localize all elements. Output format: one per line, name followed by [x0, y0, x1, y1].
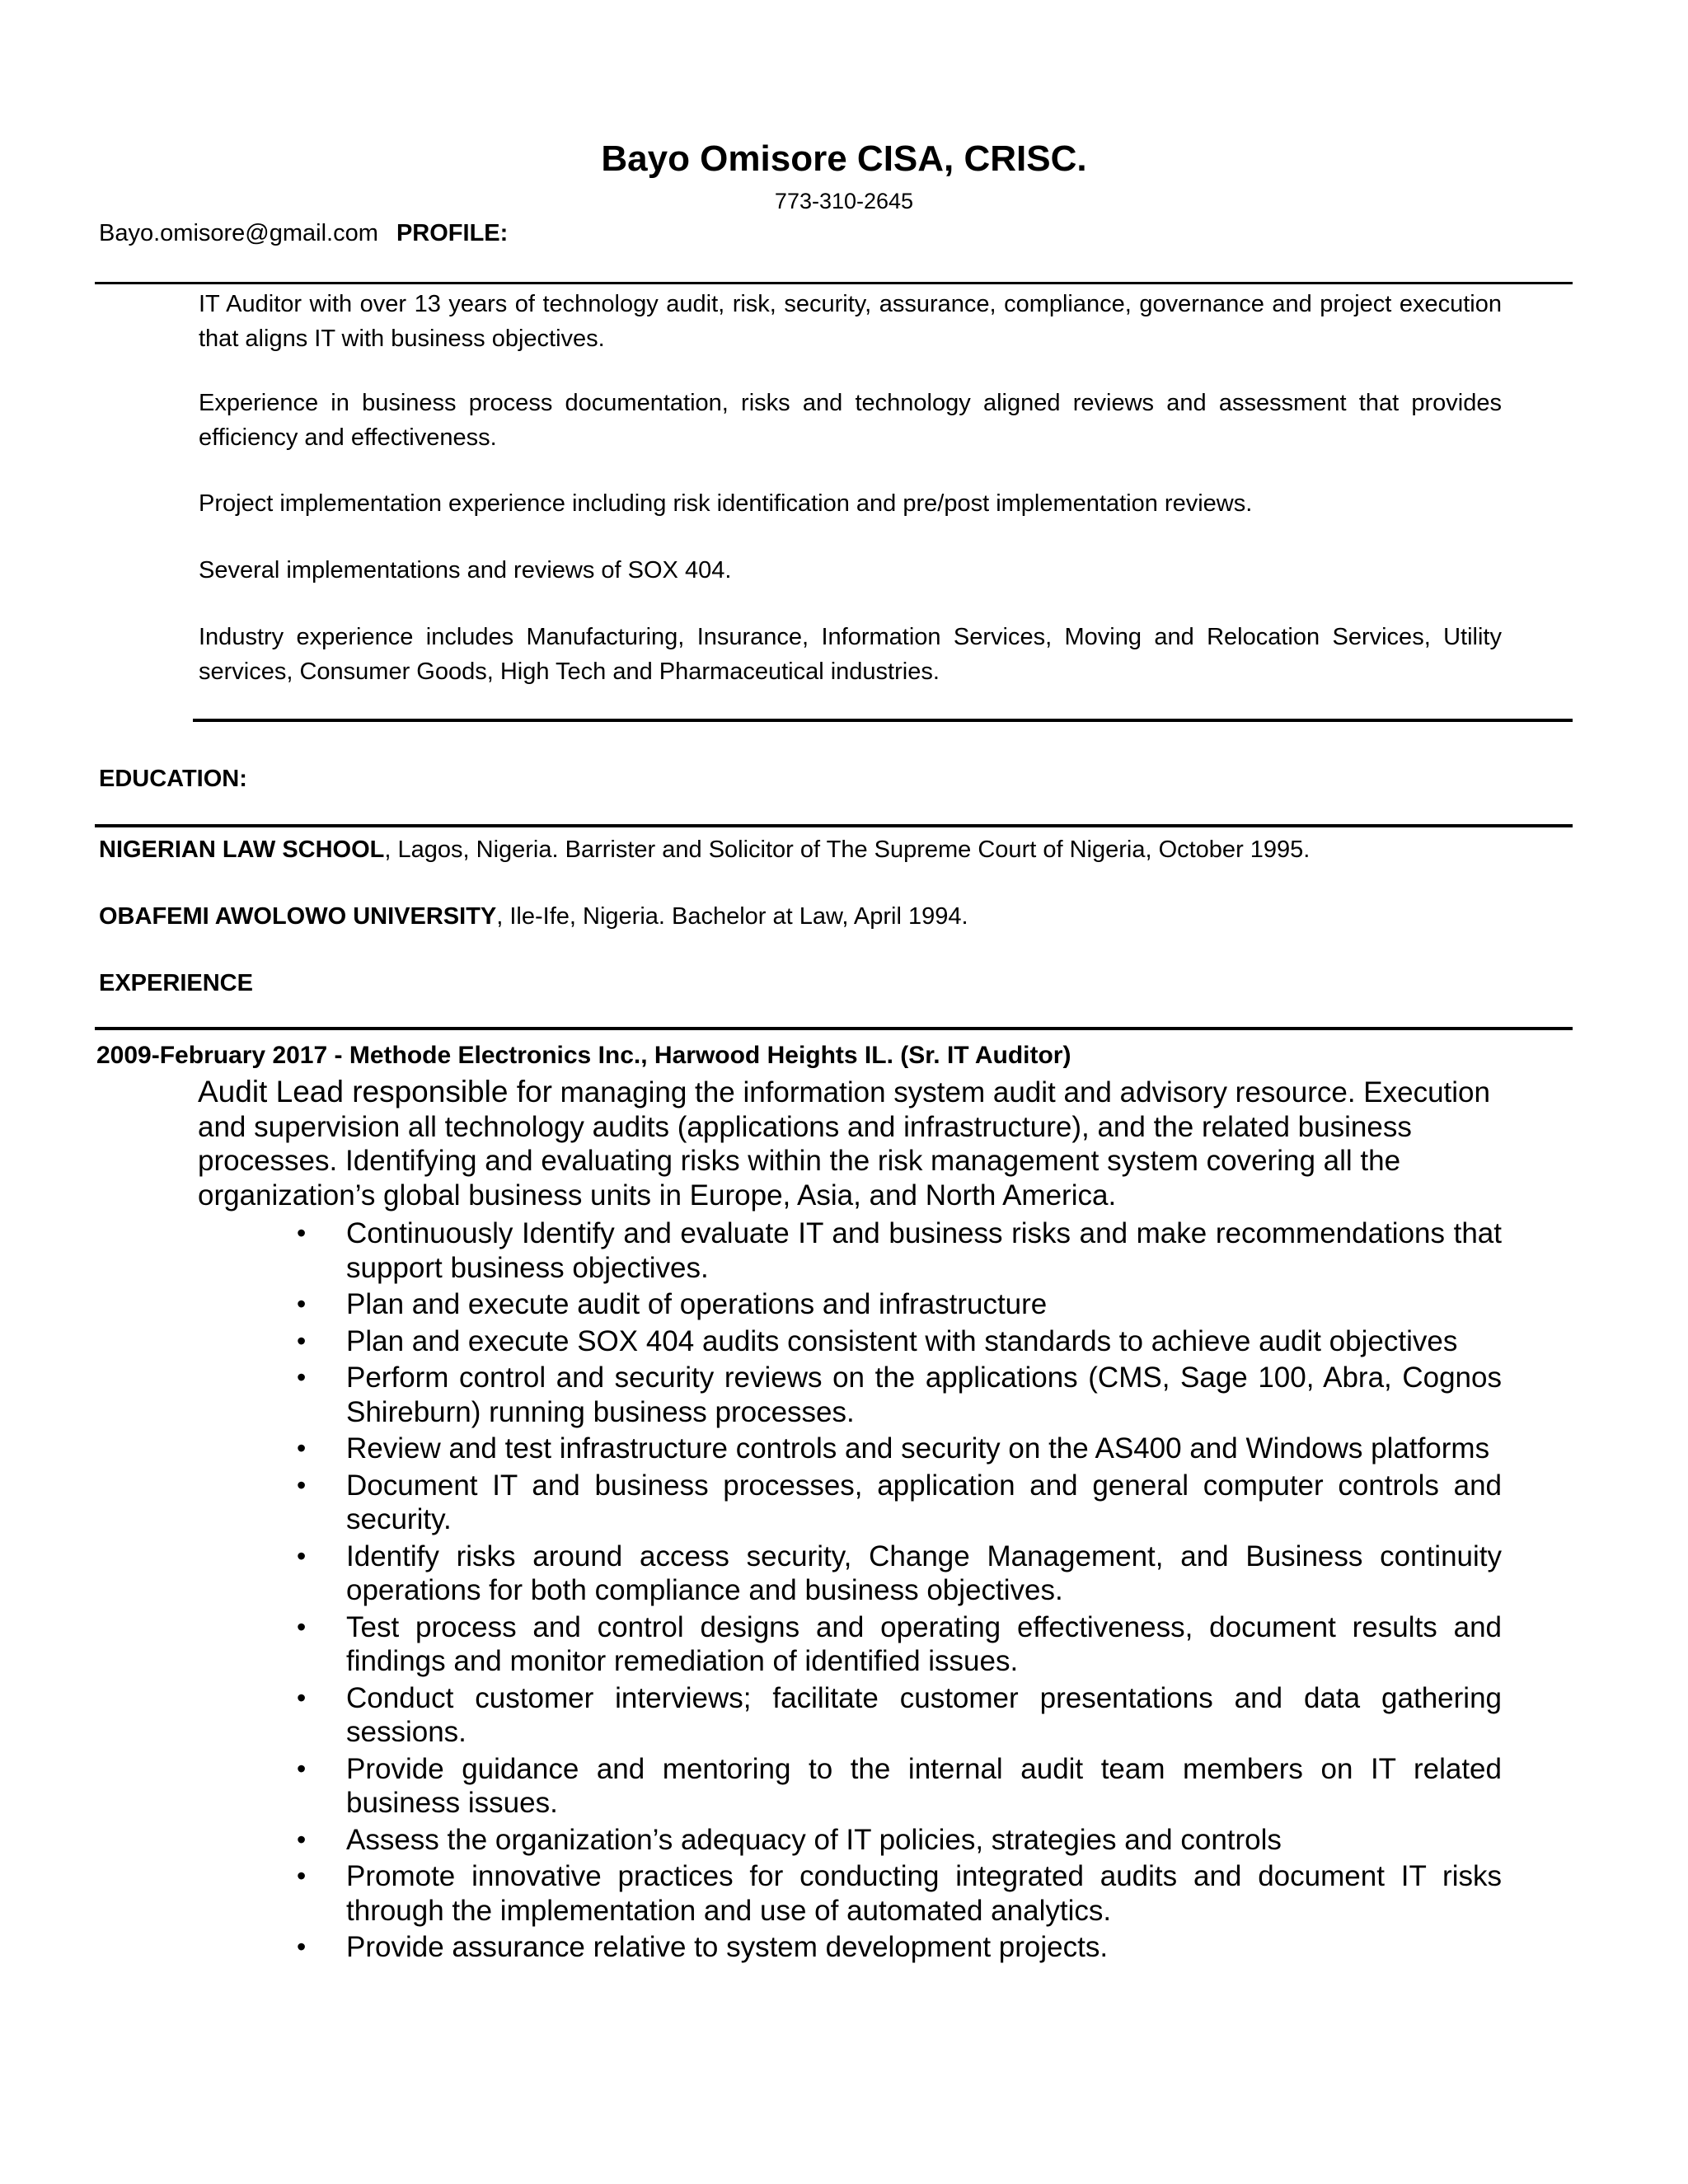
responsibility-text: Identify risks around access security, Change Management, and Business continuity operations for both compliance and business objectives. [346, 1540, 1502, 1606]
responsibility-text: Assess the organization’s adequacy of IT policies, strategies and controls [346, 1823, 1282, 1856]
school-name: NIGERIAN LAW SCHOOL [99, 837, 385, 863]
phone-number: 773-310-2645 [774, 189, 914, 213]
bullet-icon: • [297, 1861, 307, 1891]
profile-paragraph-1: IT Auditor with over 13 years of technology audit, risk, security, assurance, compliance, governance and project execution that aligns IT with business objectives. [199, 291, 1502, 352]
job-summary-lead: Audit Lead responsible for [198, 1075, 552, 1108]
responsibility-text: Continuously Identify and evaluate IT and business risks and make recommendations that support business objectives. [346, 1217, 1502, 1284]
list-item [198, 1859, 1502, 1928]
bullet-icon: • [297, 1362, 307, 1392]
list-item [198, 1930, 1502, 1965]
responsibility-text: Test process and control designs and operating effectiveness, document results and findings and monitor remediation of identified issues. [346, 1610, 1502, 1677]
list-item [198, 1469, 1502, 1537]
responsibility-text: Promote innovative practices for conducting integrated audits and document IT risks through the implementation and use of automated analytics. [346, 1860, 1502, 1927]
candidate-name: Bayo Omisore CISA, CRISC. [601, 138, 1087, 179]
bullet-icon: • [297, 1932, 307, 1961]
bullet-icon: • [297, 1611, 307, 1642]
bullet-icon: • [297, 1540, 307, 1571]
list-item [198, 1681, 1502, 1750]
bullet-icon: • [297, 1289, 307, 1319]
bullet-icon: • [297, 1218, 307, 1248]
list-item [198, 1540, 1502, 1608]
profile-heading: PROFILE: [396, 220, 509, 246]
list-item [198, 1823, 1502, 1858]
education-detail: , Lagos, Nigeria. Barrister and Solicitor of The Supreme Court of Nigeria, October 1995. [384, 837, 1311, 863]
responsibility-text: Document IT and business processes, application and general computer controls and security. [346, 1469, 1502, 1535]
job-summary [198, 1075, 1508, 1212]
job-summary-text: managing the information system audit and advisory resource. Execution and supervision all technology audits (applications and infrastructure), and the related business processes. Identifying and evaluating risks within the risk management system covering all the organization’s global business units in Europe, Asia, and North America. [198, 1076, 1490, 1212]
list-item [198, 1610, 1502, 1679]
education-item [99, 903, 968, 930]
responsibilities-list [198, 1216, 1502, 1967]
bullet-icon: • [297, 1433, 307, 1463]
list-item [198, 1361, 1502, 1429]
experience-divider [95, 1027, 1573, 1030]
responsibility-text: Provide assurance relative to system development projects. [346, 1931, 1109, 1963]
bullet-icon: • [297, 1753, 307, 1783]
bullet-icon: • [297, 1469, 307, 1500]
profile-top-divider [95, 282, 1573, 284]
responsibility-text: Conduct customer interviews; facilitate customer presentations and data gathering sessions. [346, 1681, 1502, 1748]
profile-paragraph-4: Several implementations and reviews of SOX 404. [199, 557, 732, 583]
responsibility-text: Plan and execute audit of operations and infrastructure [346, 1288, 1048, 1320]
bullet-icon: • [297, 1824, 307, 1854]
profile-paragraph-3: Project implementation experience including risk identification and pre/post implementation reviews. [199, 490, 1253, 517]
responsibility-text: Review and test infrastructure controls and security on the AS400 and Windows platforms [346, 1432, 1490, 1465]
email-address[interactable]: Bayo.omisore@gmail.com [99, 220, 378, 246]
profile-bottom-divider [193, 719, 1573, 722]
contact-line [99, 220, 508, 247]
job-title: 2009-February 2017 - Methode Electronics Inc., Harwood Heights IL. (Sr. IT Auditor) [96, 1042, 1071, 1069]
list-item [198, 1752, 1502, 1821]
responsibility-text: Provide guidance and mentoring to the internal audit team members on IT related business issues. [346, 1752, 1502, 1819]
experience-heading: EXPERIENCE [99, 970, 253, 996]
profile-paragraph-5: Industry experience includes Manufacturing, Insurance, Information Services, Moving and Relocation Services, Utility services, Consumer Goods, High Tech and Pharmaceutical industries. [199, 624, 1502, 685]
school-name: OBAFEMI AWOLOWO UNIVERSITY [99, 903, 497, 930]
education-heading: EDUCATION: [99, 766, 247, 792]
responsibility-text: Plan and execute SOX 404 audits consistent with standards to achieve audit objectives [346, 1324, 1458, 1357]
bullet-icon: • [297, 1325, 307, 1356]
list-item [198, 1324, 1502, 1359]
education-divider [95, 824, 1573, 827]
responsibility-text: Perform control and security reviews on the applications (CMS, Sage 100, Abra, Cognos Shireburn) running business processes. [346, 1361, 1502, 1428]
education-detail: , Ile-Ife, Nigeria. Bachelor at Law, April 1994. [496, 903, 968, 930]
list-item [198, 1432, 1502, 1466]
bullet-icon: • [297, 1682, 307, 1713]
list-item [198, 1216, 1502, 1285]
profile-paragraph-2: Experience in business process documentation, risks and technology aligned reviews and assessment that provides efficiency and effectiveness. [199, 390, 1502, 451]
list-item [198, 1287, 1502, 1322]
education-item [99, 837, 1310, 864]
